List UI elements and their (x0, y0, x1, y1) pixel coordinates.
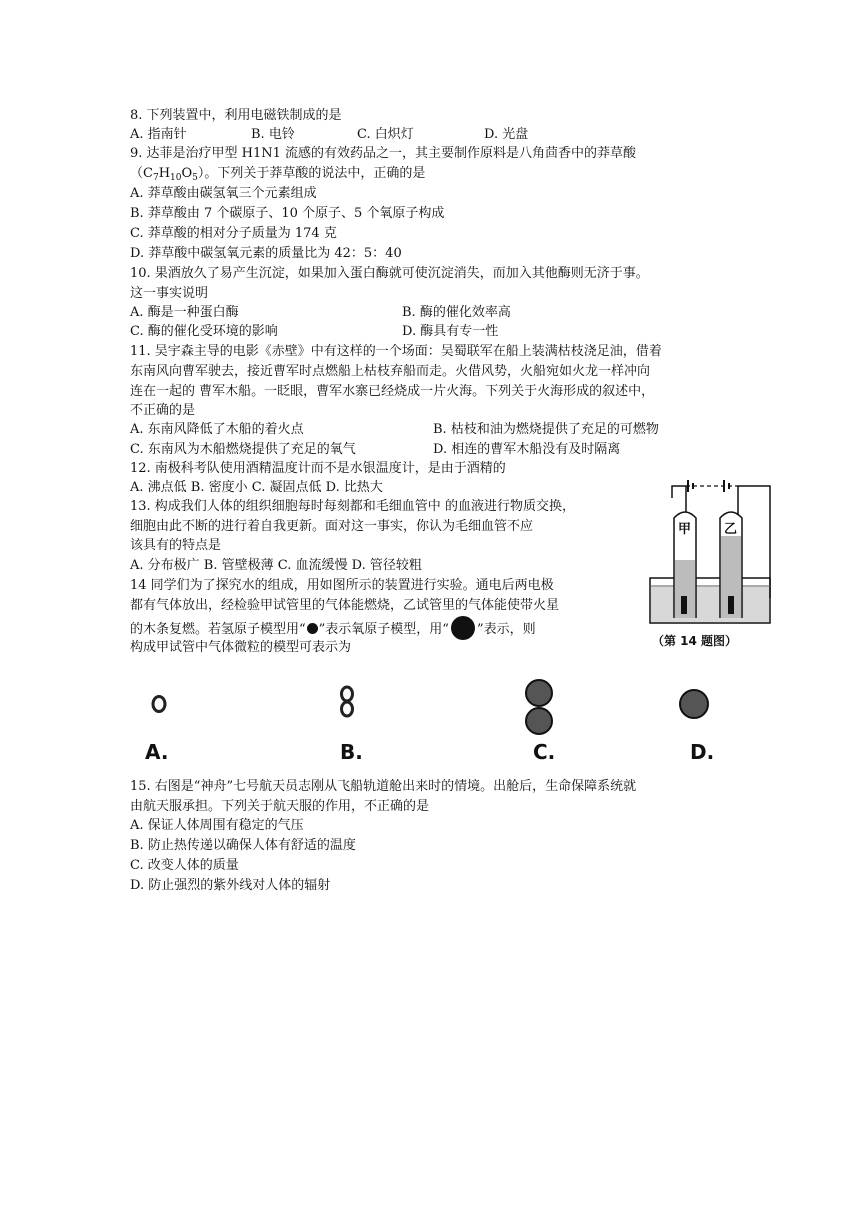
q11-option-d: D. 相连的曹军木船没有及时隔离 (433, 442, 621, 457)
q13-options: A. 分布极广 B. 管壁极薄 C. 血流缓慢 D. 管径较粗 (130, 558, 422, 573)
q9-option-c: C. 莽草酸的相对分子质量为 174 克 (130, 226, 337, 241)
tube-label-jia: 甲 (678, 522, 692, 537)
q14-stem-line3: 的木条复燃。若氢原子模型用“ ”表示氧原子模型，用“ ”表示，则 (130, 616, 536, 640)
q13-stem-line3: 该具有的特点是 (130, 538, 222, 553)
choice-a-model (150, 695, 170, 719)
q15-stem-line1: 15. 右图是“神舟”七号航天员志刚从飞船轨道舱出来时的情境。出舱后，生命保障系统就 (130, 779, 637, 794)
q9-stem-line1: 9. 达菲是治疗甲型 H1N1 流感的有效药品之一，其主要制作原料是八角茴香中的莽草酸 (130, 146, 637, 161)
q11-option-c: C. 东南风为木船燃烧提供了充足的氧气 (130, 442, 356, 457)
q13-stem-line2: 细胞由此不断的进行着自我更新。面对这一事实，你认为毛细血管不应 (130, 519, 534, 534)
q12-stem: 12. 南极科考队使用酒精温度计而不是水银温度计，是由于酒精的 (130, 461, 506, 476)
q10-stem-line2: 这一事实说明 (130, 286, 209, 301)
q15-option-c: C. 改变人体的质量 (130, 858, 239, 873)
q8-option-b: B. 电铃 (251, 127, 295, 142)
q10-option-b: B. 酶的催化效率高 (402, 305, 511, 320)
q15-option-a: A. 保证人体周围有稳定的气压 (130, 818, 304, 833)
choice-a-label: A. (145, 740, 169, 764)
q10-option-d: D. 酶具有专一性 (402, 324, 499, 339)
q9-option-a: A. 莽草酸由碳氢氧三个元素组成 (130, 186, 317, 201)
q14-stem-line4: 构成甲试管中气体微粒的模型可表示为 (130, 640, 352, 655)
q8-option-d: D. 光盘 (484, 127, 529, 142)
q9-option-b: B. 莽草酸由 7 个碳原子、10 个原子、5 个氧原子构成 (130, 206, 445, 221)
q8-option-c: C. 白炽灯 (357, 127, 414, 142)
q14-stem-line2: 都有气体放出，经检验甲试管里的气体能燃烧，乙试管里的气体能使带火星 (130, 598, 560, 613)
tube-label-yi: 乙 (724, 522, 738, 537)
hydrogen-atom-model-icon (307, 623, 318, 634)
q11-stem-line2: 东南风向曹军驶去，接近曹军时点燃船上枯枝弃船而走。火借风势，火船宛如火龙一样冲向 (130, 364, 651, 379)
q8-stem: 8. 下列装置中，利用电磁铁制成的是 (130, 108, 342, 123)
q11-option-b: B. 枯枝和油为燃烧提供了充足的可燃物 (433, 422, 659, 437)
choice-b-label: B. (340, 740, 363, 764)
choice-c-label: C. (533, 740, 556, 764)
q10-option-a: A. 酶是一种蛋白酶 (130, 305, 239, 320)
q11-stem-line4: 不正确的是 (130, 403, 196, 418)
electrolysis-apparatus-figure (648, 478, 776, 653)
q11-stem-line1: 11. 吴宇森主导的电影《赤壁》中有这样的一个场面：吴蜀联军在船上装满枯枝浇足油，借着 (130, 344, 662, 359)
q13-stem-line1: 13. 构成我们人体的组织细胞每时每刻都和毛细血管中 的血液进行物质交换， (130, 499, 575, 514)
q15-option-d: D. 防止强烈的紫外线对人体的辐射 (130, 878, 331, 893)
q12-options: A. 沸点低 B. 密度小 C. 凝固点低 D. 比热大 (130, 480, 383, 495)
choice-b-model (337, 684, 359, 728)
choice-c-model (524, 675, 554, 745)
q9-option-d: D. 莽草酸中碳氢氧元素的质量比为 42：5：40 (130, 246, 402, 261)
q15-option-b: B. 防止热传递以确保人体有舒适的温度 (130, 838, 356, 853)
q14-stem-line1: 14 同学们为了探究水的组成，用如图所示的装置进行实验。通电后两电极 (130, 578, 554, 593)
q11-option-a: A. 东南风降低了木船的着火点 (130, 422, 304, 437)
q15-stem-line2: 由航天服承担。下列关于航天服的作用，不正确的是 (130, 799, 430, 814)
q10-option-c: C. 酶的催化受环境的影响 (130, 324, 278, 339)
oxygen-atom-model-icon (451, 616, 475, 640)
choice-d-label: D. (690, 740, 715, 764)
q11-stem-line3: 连在一起的 曹军木船。一眨眼，曹军水寨已经烧成一片火海。下列关于火海形成的叙述中， (130, 384, 655, 399)
q8-option-a: A. 指南针 (130, 127, 187, 142)
q10-stem-line1: 10. 果酒放久了易产生沉淀，如果加入蛋白酶就可使沉淀消失，而加入其他酶则无济于事。 (130, 266, 649, 281)
figure-caption: （第 14 题图） (652, 634, 738, 648)
choice-d-model (678, 688, 710, 724)
q9-stem-line2: $(C_7H_{10}O_5)$。下列关于莽草酸的说法中，正确的是 (130, 166, 426, 183)
